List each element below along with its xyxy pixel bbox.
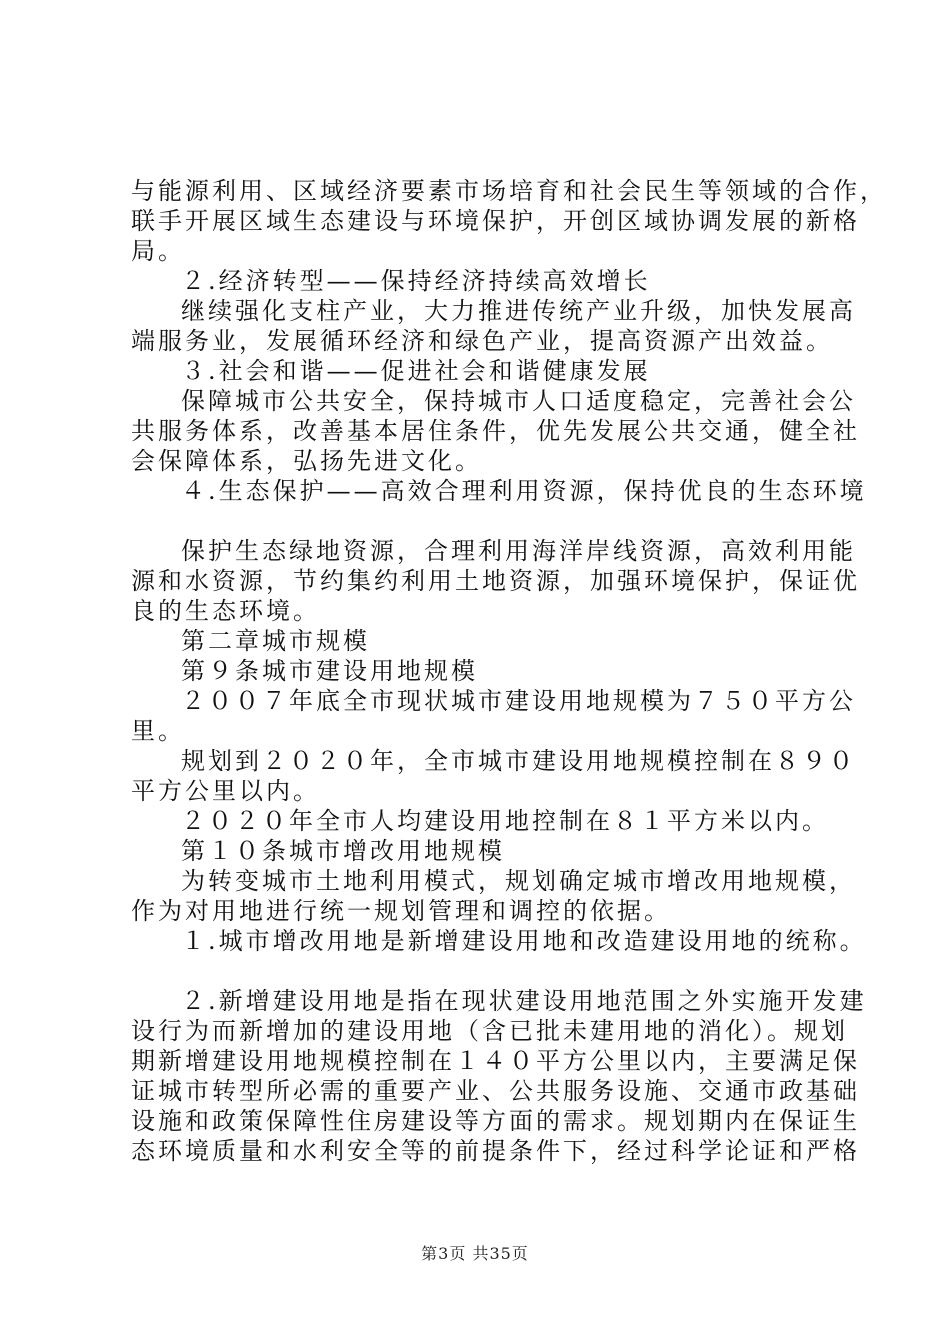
text-line: 联手开展区域生态建设与环境保护，开创区域协调发展的新格 (131, 207, 860, 235)
text-line: 设施和政策保障性住房建设等方面的需求。规划期内在保证生 (131, 1107, 860, 1135)
text-line: 设行为而新增加的建设用地（含已批未建用地的消化）。规划 (131, 1017, 848, 1045)
page-footer: 第3页 共35页 (421, 1244, 529, 1263)
text-line: 会保障体系，弘扬先进文化。 (131, 447, 482, 475)
text-line: １.城市增改用地是新增建设用地和改造建设用地的统称。 (181, 927, 867, 955)
text-line: 局。 (131, 237, 185, 265)
text-line: 平方公里以内。 (131, 777, 320, 805)
document-body (131, 176, 887, 1166)
text-line: ２０２０年全市人均建设用地控制在８１平方米以内。 (181, 807, 829, 835)
section-heading: ２.经济转型——保持经济持续高效增长 (181, 267, 651, 295)
text-line: 期新增建设用地规模控制在１４０平方公里以内，主要满足保 (131, 1047, 860, 1075)
article-heading: 第１０条城市增改用地规模 (181, 837, 505, 865)
blank-line (131, 956, 835, 986)
text-line: 共服务体系，改善基本居住条件，优先发展公共交通，健全社 (131, 417, 860, 445)
text-line: 保障城市公共安全，保持城市人口适度稳定，完善社会公 (181, 387, 856, 415)
text-line: 证城市转型所必需的重要产业、公共服务设施、交通市政基础 (131, 1077, 860, 1105)
section-heading: ４.生态保护——高效合理利用资源，保持优良的生态环境 (181, 477, 867, 505)
text-line: 继续强化支柱产业，大力推进传统产业升级，加快发展高 (181, 297, 856, 325)
text-line: 作为对用地进行统一规划管理和调控的依据。 (131, 897, 671, 925)
text-line: 态环境质量和水利安全等的前提条件下，经过科学论证和严格 (131, 1137, 860, 1165)
text-line: 良的生态环境。 (131, 597, 320, 625)
blank-line (131, 506, 835, 536)
text-line: ２.新增建设用地是指在现状建设用地范围之外实施开发建 (181, 987, 867, 1015)
text-line: ２００７年底全市现状城市建设用地规模为７５０平方公 (181, 687, 856, 715)
text-line: 保护生态绿地资源，合理利用海洋岸线资源，高效利用能 (181, 537, 856, 565)
text-line: 源和水资源，节约集约利用土地资源，加强环境保护，保证优 (131, 567, 860, 595)
text-line: 里。 (131, 717, 185, 745)
article-heading: 第９条城市建设用地规模 (181, 657, 478, 685)
text-line: 端服务业，发展循环经济和绿色产业，提高资源产出效益。 (131, 327, 833, 355)
text-line: 规划到２０２０年，全市城市建设用地规模控制在８９０ (181, 747, 856, 775)
chapter-heading: 第二章城市规模 (181, 627, 370, 655)
text-line: 与能源利用、区域经济要素市场培育和社会民生等领域的合作， (131, 177, 887, 205)
section-heading: ３.社会和谐——促进社会和谐健康发展 (181, 357, 651, 385)
text-line: 为转变城市土地利用模式，规划确定城市增改用地规模， (181, 867, 856, 895)
